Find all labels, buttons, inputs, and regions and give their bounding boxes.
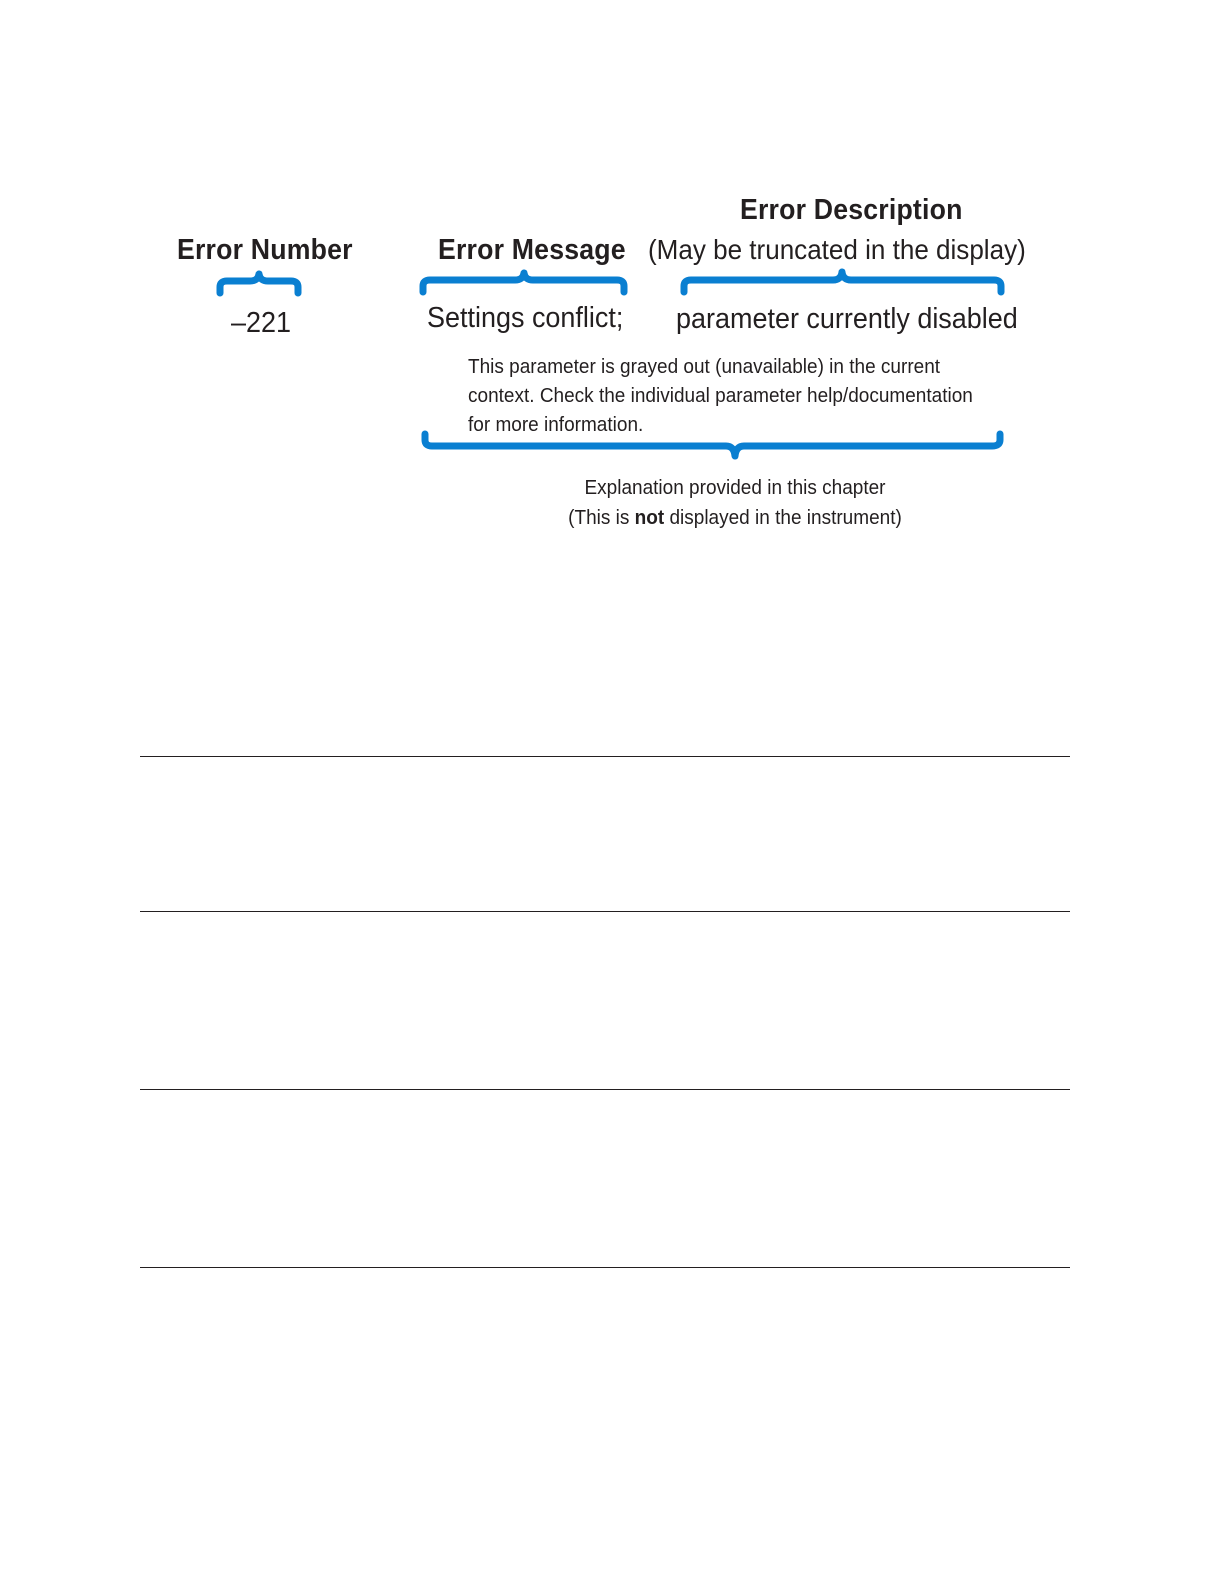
explanation-line-1: This parameter is grayed out (unavailable) in the current [468, 356, 941, 378]
error-description-heading: Error Description [740, 194, 963, 226]
error-number-brace-path [220, 274, 298, 293]
note-suffix: displayed in the instrument) [664, 507, 902, 529]
error-message-value: Settings conflict; [427, 302, 624, 334]
horizontal-rule-3 [140, 1089, 1070, 1090]
error-message-brace-path [423, 273, 624, 292]
horizontal-rule-4 [140, 1267, 1070, 1268]
error-description-value: parameter currently disabled [676, 303, 1018, 335]
error-description-subheading: (May be truncated in the display) [648, 234, 1026, 265]
explanation-note [498, 473, 973, 533]
note-bold-not: not [634, 507, 665, 529]
error-number-heading: Error Number [177, 234, 353, 266]
explanation-brace [0, 0, 1, 1]
horizontal-rule-1 [140, 756, 1070, 757]
horizontal-rule-2 [140, 911, 1070, 912]
explanation-text [468, 353, 973, 440]
error-description-brace-path [684, 272, 1001, 292]
explanation-note-line-2 [498, 503, 973, 533]
error-number-value: –221 [231, 307, 291, 339]
explanation-line-3: for more information. [468, 414, 644, 436]
explanation-line-2: context. Check the individual parameter help/documentation [468, 385, 973, 407]
explanation-note-line-1: Explanation provided in this chapter [584, 477, 886, 499]
error-message-heading: Error Message [438, 234, 626, 266]
note-prefix: (This is [568, 507, 635, 529]
